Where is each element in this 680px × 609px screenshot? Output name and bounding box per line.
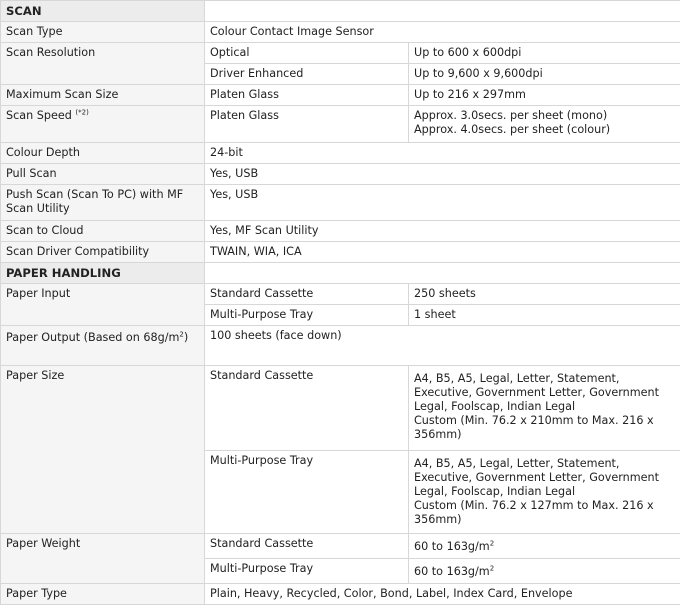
table-row	[1, 326, 680, 366]
spec-sublabel-optical: Optical	[205, 43, 409, 64]
spec-value-optical: Up to 600 x 600dpi	[409, 43, 680, 64]
spec-label-scan-driver: Scan Driver Compatibility	[1, 242, 205, 263]
spec-label-scan-type: Scan Type	[1, 22, 205, 43]
paper-output-text: Paper Output (Based on 68g/m	[6, 331, 180, 344]
spec-label-max-scan-size: Maximum Scan Size	[1, 85, 205, 106]
spec-value-paper-type: Plain, Heavy, Recycled, Color, Bond, Label, Index Card, Envelope	[205, 584, 680, 605]
section-row-scan	[1, 1, 680, 22]
table-row	[1, 43, 680, 64]
table-row	[1, 221, 680, 242]
spec-label-paper-weight: Paper Weight	[1, 534, 205, 584]
table-row	[1, 534, 680, 559]
spec-value-cassette-weight	[409, 534, 680, 559]
table-row	[1, 22, 680, 43]
spec-value-max-scan-size: Up to 216 x 297mm	[409, 85, 680, 106]
spec-label-scan-resolution: Scan Resolution	[1, 43, 205, 85]
table-row	[1, 185, 680, 221]
spec-value-scan-to-cloud: Yes, MF Scan Utility	[205, 221, 680, 242]
cassette-weight-text: 60 to 163g/m	[414, 540, 490, 553]
table-row	[1, 143, 680, 164]
spec-value-scan-speed	[409, 106, 680, 143]
spec-value-push-scan: Yes, USB	[205, 185, 680, 221]
tray-custom-size: Custom (Min. 76.2 x 127mm to Max. 216 x 356mm)	[414, 499, 654, 526]
spec-sublabel-multi-purpose-tray-weight: Multi-Purpose Tray	[205, 559, 409, 584]
spec-label-paper-output	[1, 326, 205, 366]
spec-value-cassette-capacity: 250 sheets	[409, 284, 680, 305]
spec-label-scan-to-cloud: Scan to Cloud	[1, 221, 205, 242]
scan-speed-colour: Approx. 4.0secs. per sheet (colour)	[414, 123, 611, 136]
spec-label-colour-depth: Colour Depth	[1, 143, 205, 164]
spec-label-paper-input: Paper Input	[1, 284, 205, 326]
spec-value-pull-scan: Yes, USB	[205, 164, 680, 185]
superscript: 2	[489, 539, 495, 548]
superscript: 2	[179, 330, 184, 339]
section-row-paper	[1, 263, 680, 284]
table-row	[1, 284, 680, 305]
cassette-custom-size: Custom (Min. 76.2 x 210mm to Max. 216 x 356mm)	[414, 414, 654, 441]
tray-weight-text: 60 to 163g/m	[414, 565, 490, 578]
spec-sublabel-multi-purpose-tray-size: Multi-Purpose Tray	[205, 451, 409, 534]
table-row	[1, 106, 680, 143]
scan-speed-text: Scan Speed	[6, 109, 72, 122]
footnote-marker: (*2)	[75, 108, 89, 117]
spec-sublabel-platen-glass-speed: Platen Glass	[205, 106, 409, 143]
spec-value-driver-enhanced: Up to 9,600 x 9,600dpi	[409, 64, 680, 85]
paper-output-suffix: )	[183, 331, 189, 344]
superscript: 2	[489, 564, 495, 573]
spec-value-tray-sizes	[409, 451, 680, 534]
spec-value-colour-depth: 24-bit	[205, 143, 680, 164]
section-heading-blank	[205, 1, 680, 22]
section-heading-paper-handling: PAPER HANDLING	[1, 263, 205, 284]
spec-value-scan-type: Colour Contact Image Sensor	[205, 22, 680, 43]
spec-sublabel-standard-cassette-size: Standard Cassette	[205, 366, 409, 451]
table-row	[1, 164, 680, 185]
table-row	[1, 85, 680, 106]
spec-sublabel-standard-cassette: Standard Cassette	[205, 284, 409, 305]
scan-speed-mono: Approx. 3.0secs. per sheet (mono)	[414, 109, 608, 122]
spec-value-paper-output: 100 sheets (face down)	[205, 326, 680, 366]
table-row	[1, 366, 680, 451]
section-heading-blank	[205, 263, 680, 284]
spec-sublabel-driver-enhanced: Driver Enhanced	[205, 64, 409, 85]
spec-sublabel-multi-purpose-tray: Multi-Purpose Tray	[205, 305, 409, 326]
spec-label-paper-size: Paper Size	[1, 366, 205, 534]
cassette-formats: A4, B5, A5, Legal, Letter, Statement, Executive, Government Letter, Government Legal, Foolscap, Indian Legal	[414, 372, 659, 413]
spec-value-cassette-sizes	[409, 366, 680, 451]
spec-label-pull-scan: Pull Scan	[1, 164, 205, 185]
spec-value-tray-capacity: 1 sheet	[409, 305, 680, 326]
table-row	[1, 584, 680, 605]
spec-value-scan-driver: TWAIN, WIA, ICA	[205, 242, 680, 263]
spec-label-paper-type: Paper Type	[1, 584, 205, 605]
spec-sublabel-standard-cassette-weight: Standard Cassette	[205, 534, 409, 559]
table-row	[1, 242, 680, 263]
tray-formats: A4, B5, A5, Legal, Letter, Statement, Executive, Government Letter, Government Legal, Foolscap, Indian Legal	[414, 457, 659, 498]
spec-value-tray-weight	[409, 559, 680, 584]
section-heading-scan: SCAN	[1, 1, 205, 22]
spec-sublabel-platen-glass: Platen Glass	[205, 85, 409, 106]
spec-label-push-scan: Push Scan (Scan To PC) with MF Scan Utility	[1, 185, 205, 221]
spec-label-scan-speed	[1, 106, 205, 143]
